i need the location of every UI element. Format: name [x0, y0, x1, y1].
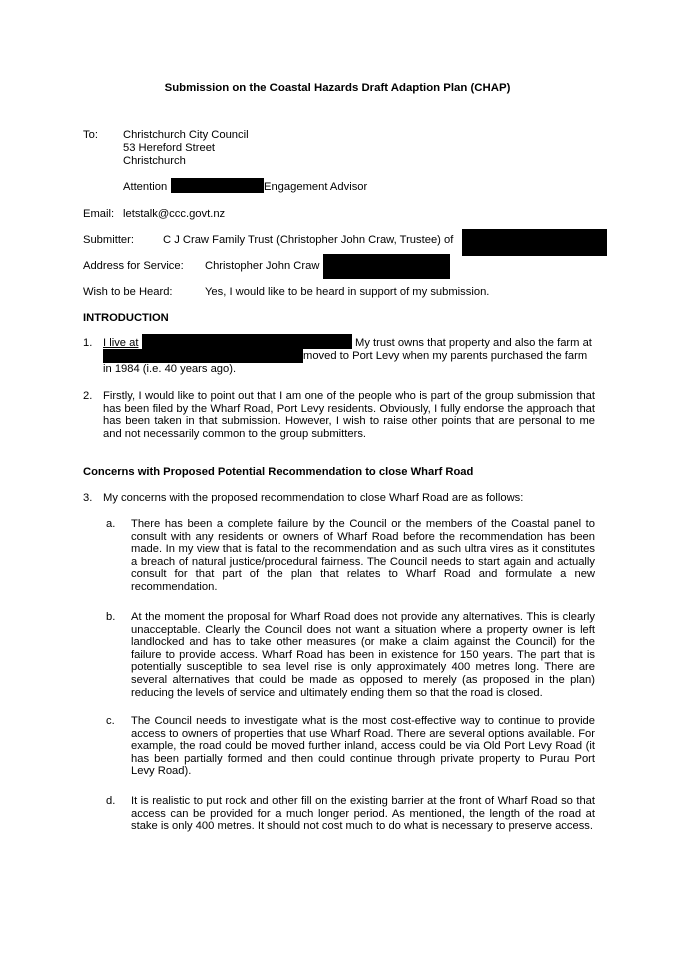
to-label: To:: [83, 129, 98, 141]
recipient-city: Christchurch: [123, 155, 186, 167]
concern-text: At the moment the proposal for Wharf Road does not provide any alternatives. This is clearly unacceptable. Clearly the Council does not want a situation where a property owner is left landlocked and has to take other measures (or make a claim against the Council) for the failure to provide access. Wharf Road has been in existence for 150 years. The part that is potentially susceptible to sea level rise is only approximately 400 metres long. There are several alternatives that could be made as opposed to merely (as proposed in the plan) reducing the levels of service and ultimately ending them so that the road is closed.: [131, 611, 595, 699]
concern-letter: a.: [106, 518, 116, 530]
intro-item-number: 2.: [83, 390, 93, 402]
recipient-street: 53 Hereford Street: [123, 142, 216, 154]
redacted-block: [171, 178, 264, 193]
attention-role: Engagement Advisor: [264, 181, 368, 193]
address-value: Christopher John Craw: [205, 260, 320, 272]
intro-item-text-line2: moved to Port Levy when my parents purchased the farm: [303, 350, 588, 362]
concern-text: The Council needs to investigate what is the most cost-effective way to continue to provide access to owners of properties that use Wharf Road. There are several options available. For example, the road could be moved further inland, access could be via Old Port Levy Road (it has been partially formed and then could continue through private property to Purau Port Levy Road).: [131, 715, 595, 778]
concern-text: It is realistic to put rock and other fill on the existing barrier at the front of Wharf Road so that access can be provided for a much longer period. As mentioned, the length of the road at stake is only 400 metres. It should not cost much to do what is necessary to preserve access.: [131, 795, 595, 833]
intro-item-number: 1.: [83, 337, 93, 349]
redacted-block: [103, 349, 303, 363]
intro-item-text-end: My trust owns that property and also the farm at: [355, 337, 592, 349]
redacted-block: [323, 254, 450, 279]
redacted-block: [142, 334, 352, 349]
redacted-block: [462, 229, 607, 256]
concerns-heading: Concerns with Proposed Potential Recommendation to close Wharf Road: [83, 466, 474, 478]
intro-item-text: Firstly, I would like to point out that I am one of the people who is part of the group submission that has been filed by the Wharf Road, Port Levy residents. Obviously, I fully endorse the approach that has been taken in that submission. However, I wish to raise other points that are personal to me and not necessarily common to the group submitters.: [103, 390, 595, 440]
attention-label: Attention: [123, 181, 168, 193]
concern-letter: b.: [106, 611, 116, 623]
recipient-name: Christchurch City Council: [123, 129, 249, 141]
submitter-value: C J Craw Family Trust (Christopher John Craw, Trustee) of: [163, 234, 454, 246]
concern-letter: d.: [106, 795, 116, 807]
submitter-label: Submitter:: [83, 234, 134, 246]
concerns-intro-text: My concerns with the proposed recommendation to close Wharf Road are as follows:: [103, 492, 524, 504]
concern-letter: c.: [106, 715, 115, 727]
email-label: Email:: [83, 208, 115, 220]
wish-value: Yes, I would like to be heard in support of my submission.: [205, 286, 490, 298]
intro-item-text-start: I live at: [103, 337, 139, 349]
address-label: Address for Service:: [83, 260, 184, 272]
concerns-intro-number: 3.: [83, 492, 93, 504]
introduction-heading: INTRODUCTION: [83, 312, 169, 324]
page-title: Submission on the Coastal Hazards Draft Adaption Plan (CHAP): [164, 82, 511, 94]
email-value: letstalk@ccc.govt.nz: [123, 208, 226, 220]
concern-text: There has been a complete failure by the Council or the members of the Coastal panel to consult with any residents or owners of Wharf Road before the recommendation has been made. In my view that is fatal to the recommendation and as such ultra vires as it constitutes a breach of natural justice/procedural fairness. The Council needs to start again and actually consult for that part of the plan that relates to Wharf Road and formulate a new recommendation.: [131, 518, 595, 593]
wish-label: Wish to be Heard:: [83, 286, 173, 298]
intro-item-text-line3: in 1984 (i.e. 40 years ago).: [103, 363, 237, 375]
